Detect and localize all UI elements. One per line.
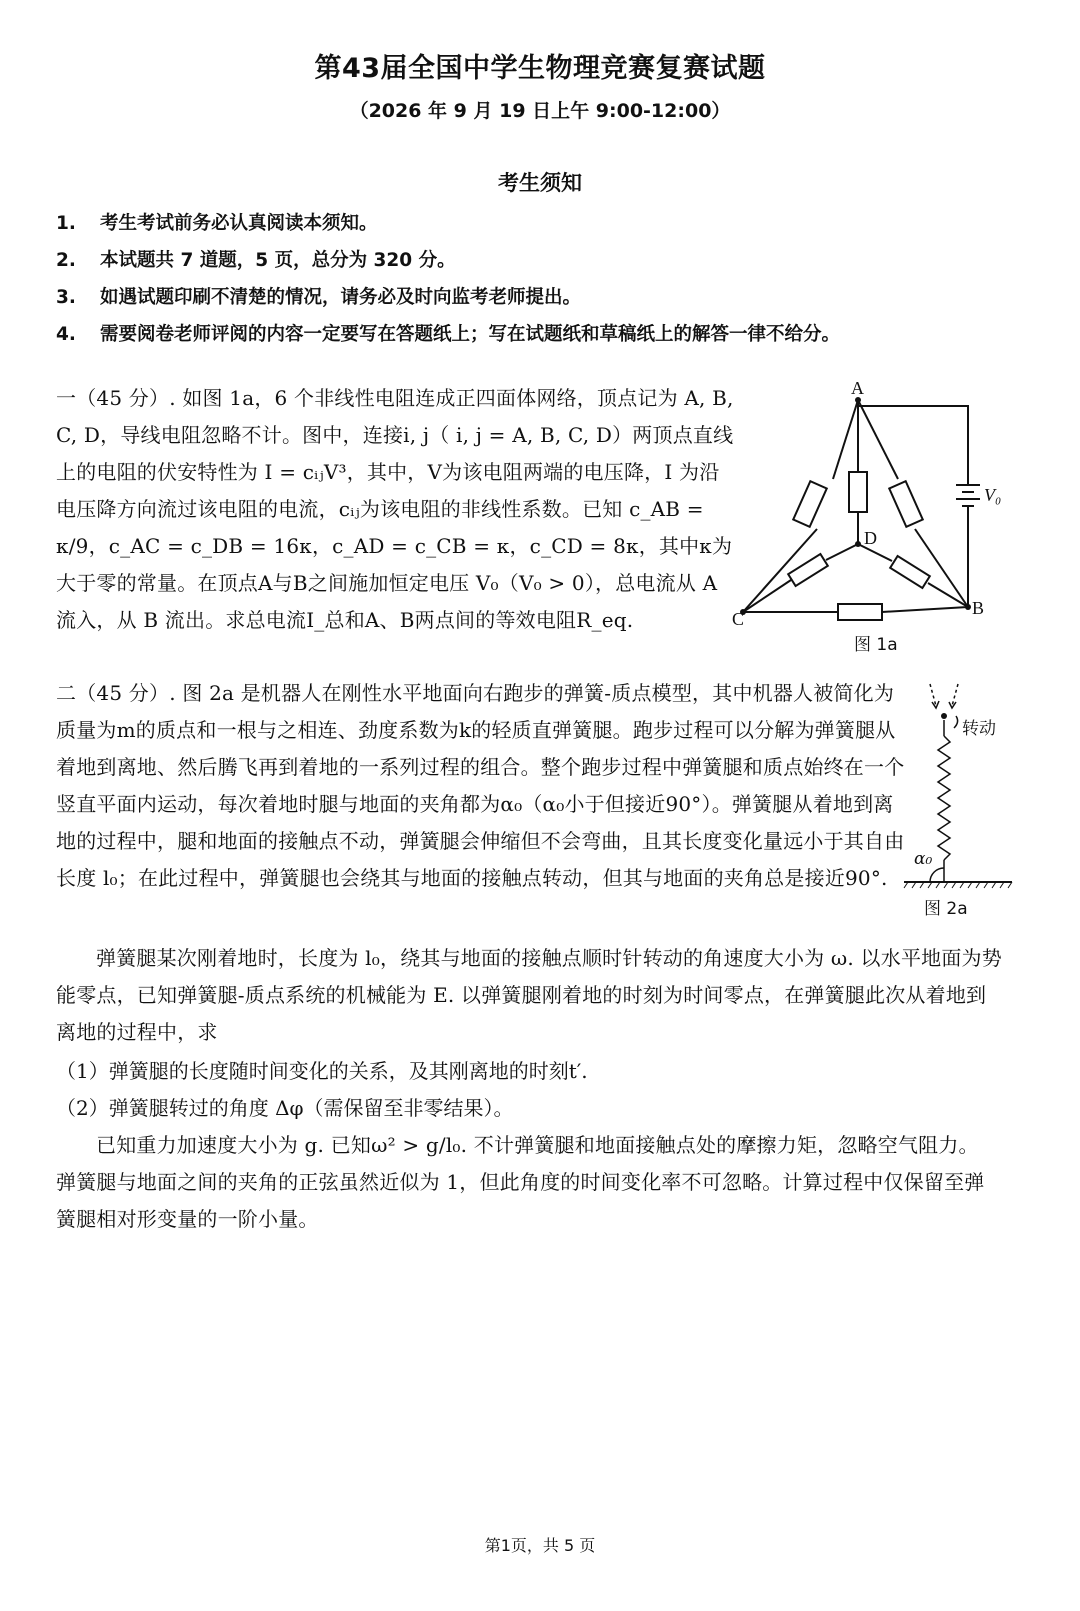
- question-item: （2）弹簧腿转过的角度 Δφ（需保留至非零结果）。: [56, 1096, 514, 1120]
- figure-2a-caption: 图 2a: [924, 899, 968, 919]
- notice-item-text: 如遇试题印刷不清楚的情况，请务必及时向监考老师提出。: [100, 287, 582, 308]
- notice-item: [56, 316, 1046, 353]
- notice-list: [56, 205, 1046, 353]
- notice-item-text: 考生考试前务必认真阅读本须知。: [100, 213, 378, 234]
- notice-item-number: 2.: [56, 250, 76, 271]
- notice-item-text: 需要阅卷老师评阅的内容一定要写在答题纸上；写在试题纸和草稿纸上的解答一律不给分。: [100, 324, 841, 345]
- problem-2-notes: [56, 1127, 1056, 1238]
- problem-2-questions: [56, 1053, 1056, 1127]
- vertex-label-a: A: [851, 380, 864, 398]
- figure-1a-caption: 图 1a: [854, 635, 898, 655]
- vertex-label-b: B: [972, 598, 985, 618]
- notice-item: [56, 279, 1046, 316]
- spring-leg-diagram: [900, 676, 1020, 926]
- notice-heading: 考生须知: [498, 171, 582, 195]
- angle-label: α₀: [914, 849, 933, 869]
- question-item: （1）弹簧腿的长度随时间变化的关系，及其刚离地的时刻t′.: [56, 1059, 588, 1083]
- text-line: 离地的过程中，求: [56, 1020, 218, 1044]
- text-line: 弹簧腿与地面之间的夹角的正弦虽然近似为 1，但此角度的时间变化率不可忽略。计算过程中仅保留至弹: [56, 1170, 985, 1194]
- tetrahedron-circuit-diagram: [730, 380, 1020, 660]
- exam-title: 第43届全国中学生物理竞赛复赛试题: [314, 53, 766, 84]
- problem-1-text: 一（45 分）. 如图 1a，6 个非线性电阻连成正四面体网络，顶点记为 A, B, C, D，导线电阻忽略不计。图中，连接i, j（ i, j = A, B, C, D）两顶点直线上的电阻的伏安特性为 I = cᵢⱼV³，其中，V为该电阻两端的电压降，I 为沿电压降方向流过该电阻的电流，cᵢⱼ为该电阻的非线性系数。已知 c_AB = κ/9，c_AC = c_DB = 16κ，c_AD = c_CB = κ，c_CD = 8κ，其中κ为大于零的常量。在顶点A与B之间施加恒定电压 V₀（V₀ > 0），总电流从 A 流入，从 B 流出。求总电流I_总和A、B两点间的等效电阻R_eq.: [56, 386, 734, 632]
- notice-item: [56, 205, 1046, 242]
- exam-date: （2026 年 9 月 19 日上午 9:00-12:00）: [349, 100, 731, 122]
- problem-2-text: 二（45 分）. 图 2a 是机器人在刚性水平地面向右跑步的弹簧-质点模型，其中机器人被简化为质量为m的质点和一根与之相连、劲度系数为k的轻质直弹簧腿。跑步过程可以分解为弹簧腿从着地到离地、然后腾飞再到着地的一系列过程的组合。整个跑步过程中弹簧腿和质点始终在一个竖直平面内运动，每次着地时腿与地面的夹角都为α₀（α₀小于但接近90°）。弹簧腿从着地到离地的过程中，腿和地面的接触点不动，弹簧腿会伸缩但不会弯曲，且其长度变化量远小于其自由长度 l₀；在此过程中，弹簧腿也会绕其与地面的接触点转动，但其与地面的夹角总是接近90°.: [56, 681, 905, 890]
- battery-voltage-label: V₀: [984, 485, 1002, 505]
- text-line: 弹簧腿某次刚着地时，长度为 l₀，绕其与地面的接触点顺时针转动的角速度大小为 ω. 以水平地面为势: [96, 946, 1002, 970]
- vertex-label-c: C: [732, 609, 745, 629]
- notice-item-number: 4.: [56, 324, 76, 345]
- text-line: 能零点，已知弹簧腿-质点系统的机械能为 E. 以弹簧腿刚着地的时刻为时间零点，在弹簧腿此次从着地到: [56, 983, 987, 1007]
- notice-item-text: 本试题共 7 道题，5 页，总分为 320 分。: [100, 250, 456, 271]
- figure-2a: [900, 676, 1020, 926]
- notice-item-number: 3.: [56, 287, 76, 308]
- notice-item: [56, 242, 1046, 279]
- text-line: 已知重力加速度大小为 g. 已知ω² > g/l₀. 不计弹簧腿和地面接触点处的摩擦力矩，忽略空气阻力。: [96, 1133, 979, 1157]
- notice-item-number: 1.: [56, 213, 76, 234]
- figure-1a: [730, 380, 1020, 660]
- rotation-label: 转动: [962, 719, 996, 739]
- vertex-label-d: D: [864, 528, 877, 548]
- problem-2-conditions: [56, 940, 1056, 1051]
- text-line: 簧腿相对形变量的一阶小量。: [56, 1207, 319, 1231]
- page-number: 第1页，共 5 页: [484, 1536, 596, 1555]
